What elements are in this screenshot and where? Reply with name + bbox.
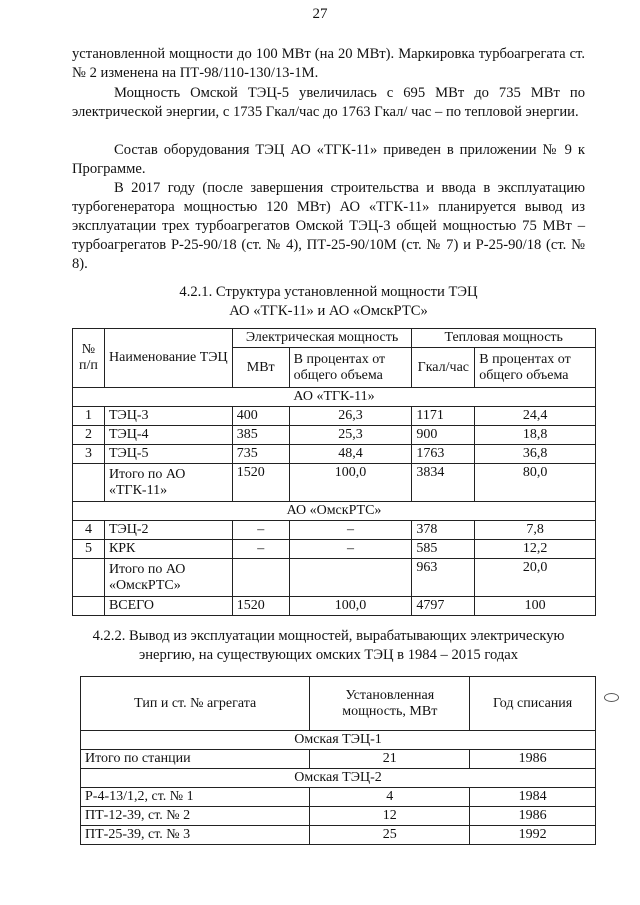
cell-capacity: 12 bbox=[310, 807, 470, 826]
cell-capacity: 4 bbox=[310, 788, 470, 807]
cell-mw: 385 bbox=[232, 426, 289, 445]
cell-mw: 735 bbox=[232, 445, 289, 464]
cell-mw: – bbox=[232, 540, 289, 559]
cell-heat-pct: 36,8 bbox=[475, 445, 596, 464]
header-el-pct: В процентах от общего объема bbox=[289, 348, 412, 388]
table-row bbox=[81, 807, 596, 826]
cell-year: 1992 bbox=[470, 826, 596, 845]
cell-el-pct: – bbox=[289, 540, 412, 559]
header-electric: Электрическая мощность bbox=[232, 329, 412, 348]
table-row bbox=[73, 426, 596, 445]
table1-title-line1: 4.2.1. Структура установленной мощности ТЭЦ bbox=[179, 284, 478, 300]
subtotal-row bbox=[73, 559, 596, 597]
table2-title-line1: 4.2.2. Вывод из эксплуатации мощностей, вырабатывающих электрическую bbox=[92, 628, 565, 644]
cell-heat-pct: 24,4 bbox=[475, 407, 596, 426]
cell-num bbox=[73, 464, 105, 502]
header-year: Год списания bbox=[470, 677, 596, 731]
header-mw: МВт bbox=[232, 348, 289, 388]
cell-name: ВСЕГО bbox=[104, 597, 232, 616]
cell-type: ПТ-25-39, ст. № 3 bbox=[81, 826, 310, 845]
cell-name: ТЭЦ-4 bbox=[104, 426, 232, 445]
cell-el-pct: – bbox=[289, 521, 412, 540]
cell-el-pct: 48,4 bbox=[289, 445, 412, 464]
section-title: Омская ТЭЦ-1 bbox=[81, 731, 596, 750]
section-title: Омская ТЭЦ-2 bbox=[81, 769, 596, 788]
section-title: АО «ТГК-11» bbox=[73, 388, 596, 407]
cell-name: ТЭЦ-2 bbox=[104, 521, 232, 540]
cell-mw: 1520 bbox=[232, 464, 289, 502]
punch-hole-mark bbox=[604, 693, 619, 702]
total-row bbox=[73, 597, 596, 616]
table-row bbox=[81, 788, 596, 807]
header-heat: Тепловая мощность bbox=[412, 329, 596, 348]
cell-gcal: 900 bbox=[412, 426, 475, 445]
cell-gcal: 585 bbox=[412, 540, 475, 559]
table-row bbox=[73, 540, 596, 559]
header-name: Наименование ТЭЦ bbox=[104, 329, 232, 388]
cell-name: Итого по АО «ОмскРТС» bbox=[104, 559, 232, 597]
header-gcal: Гкал/час bbox=[412, 348, 475, 388]
table2-title-line2: энергию, на существующих омских ТЭЦ в 1984 – 2015 годах bbox=[138, 647, 519, 663]
table-row bbox=[73, 407, 596, 426]
cell-num: 1 bbox=[73, 407, 105, 426]
cell-capacity: 25 bbox=[310, 826, 470, 845]
table-row bbox=[73, 521, 596, 540]
cell-el-pct: 26,3 bbox=[289, 407, 412, 426]
capacity-structure-table bbox=[72, 328, 596, 616]
cell-gcal: 4797 bbox=[412, 597, 475, 616]
cell-mw: 400 bbox=[232, 407, 289, 426]
cell-heat-pct: 80,0 bbox=[475, 464, 596, 502]
cell-name: ТЭЦ-3 bbox=[104, 407, 232, 426]
paragraph-1: установленной мощности до 100 МВт (на 20 МВт). Маркировка турбоагрегата ст. № 2 изменена на ПТ-98/110-130/13-1М. bbox=[72, 46, 585, 81]
paragraph-4: В 2017 году (после завершения строительства и ввода в эксплуатацию турбогенератора мощностью 120 МВт) АО «ТГК-11» планируется вывод из эксплуатации трех турбоагрегатов Омской ТЭЦ-3 общей мощностью 75 МВт – турбоагрегатов Р-25-90/18 (ст. № 4), ПТ-25-90/10М (ст. № 7) и Р-25-90/18 (ст. № 8). bbox=[72, 180, 585, 272]
cell-heat-pct: 18,8 bbox=[475, 426, 596, 445]
cell-year: 1984 bbox=[470, 788, 596, 807]
header-capacity: Установленная мощность, МВт bbox=[310, 677, 470, 731]
subtotal-row bbox=[73, 464, 596, 502]
page-number: 27 bbox=[312, 6, 328, 22]
cell-name: ТЭЦ-5 bbox=[104, 445, 232, 464]
cell-mw: 1520 bbox=[232, 597, 289, 616]
header-type: Тип и ст. № агрегата bbox=[81, 677, 310, 731]
table-row bbox=[81, 826, 596, 845]
cell-gcal: 1763 bbox=[412, 445, 475, 464]
cell-el-pct bbox=[289, 559, 412, 597]
cell-gcal: 963 bbox=[412, 559, 475, 597]
cell-mw bbox=[232, 559, 289, 597]
cell-num bbox=[73, 559, 105, 597]
paragraph-2: Мощность Омской ТЭЦ-5 увеличилась с 695 МВт до 735 МВт по электрической энергии, с 1735 Гкал/час до 1763 Гкал/ час – по тепловой энергии. bbox=[72, 85, 585, 120]
cell-gcal: 1171 bbox=[412, 407, 475, 426]
cell-num: 4 bbox=[73, 521, 105, 540]
cell-el-pct: 100,0 bbox=[289, 597, 412, 616]
cell-capacity: 21 bbox=[310, 750, 470, 769]
cell-heat-pct: 12,2 bbox=[475, 540, 596, 559]
cell-heat-pct: 20,0 bbox=[475, 559, 596, 597]
table-row bbox=[81, 750, 596, 769]
cell-type: ПТ-12-39, ст. № 2 bbox=[81, 807, 310, 826]
cell-name: КРК bbox=[104, 540, 232, 559]
cell-year: 1986 bbox=[470, 807, 596, 826]
section-title: АО «ОмскРТС» bbox=[73, 502, 596, 521]
cell-heat-pct: 7,8 bbox=[475, 521, 596, 540]
cell-year: 1986 bbox=[470, 750, 596, 769]
table-row bbox=[73, 445, 596, 464]
cell-heat-pct: 100 bbox=[475, 597, 596, 616]
cell-mw: – bbox=[232, 521, 289, 540]
cell-type: Итого по станции bbox=[81, 750, 310, 769]
cell-type: Р-4-13/1,2, ст. № 1 bbox=[81, 788, 310, 807]
paragraph-3: Состав оборудования ТЭЦ АО «ТГК-11» приведен в приложении № 9 к Программе. bbox=[72, 142, 585, 177]
cell-gcal: 378 bbox=[412, 521, 475, 540]
decommissioning-table bbox=[80, 676, 596, 845]
header-heat-pct: В процентах от общего объема bbox=[475, 348, 596, 388]
cell-el-pct: 100,0 bbox=[289, 464, 412, 502]
cell-num: 2 bbox=[73, 426, 105, 445]
cell-el-pct: 25,3 bbox=[289, 426, 412, 445]
cell-num: 5 bbox=[73, 540, 105, 559]
table1-title-line2: АО «ТГК-11» и АО «ОмскРТС» bbox=[229, 303, 428, 319]
cell-name: Итого по АО «ТГК-11» bbox=[104, 464, 232, 502]
cell-gcal: 3834 bbox=[412, 464, 475, 502]
cell-num: 3 bbox=[73, 445, 105, 464]
cell-num bbox=[73, 597, 105, 616]
header-num: № п/п bbox=[73, 329, 105, 388]
